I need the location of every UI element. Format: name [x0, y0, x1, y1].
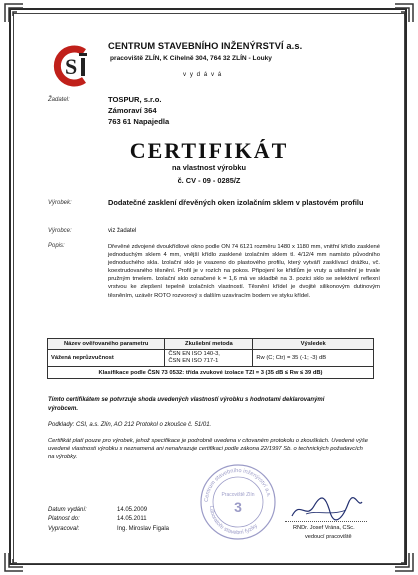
applicant-city: 763 61 Napajedla — [108, 117, 170, 126]
corner-ornament-icon — [3, 2, 25, 24]
classification-row — [48, 367, 374, 379]
applicant-name: TOSPUR, s.r.o. — [108, 95, 162, 104]
author-value: Ing. Miroslav Figala — [117, 526, 170, 532]
signer-role: vedoucí pracoviště — [305, 534, 352, 540]
validity-note: Certifikát platí pouze pro výrobek, jehož specifikace je podrobně uvedena v citovaném protokolu o zkouškách. Uvedené výše uvedené vlastnosti výrobku s neznamená ani nenahrazuje certifikaci podle zákona 22/1997 Sb. o technických požadavcích na výrobky. — [48, 438, 368, 461]
method-line: ČSN EN ISO 140-3, — [168, 351, 220, 357]
table-row — [48, 350, 374, 367]
table-header: Název ověřovaného parametru — [48, 339, 165, 350]
signer-name: RNDr. Josef Vrána, CSc. — [293, 525, 355, 531]
signature-line — [285, 521, 367, 522]
corner-ornament-icon — [393, 2, 415, 24]
product-value: Dodatečné zasklení dřevěných oken izolačním sklem v plastovém profilu — [108, 198, 364, 207]
organization-name: CENTRUM STAVEBNÍHO INŽENÝRSTVÍ a.s. — [108, 41, 303, 51]
results-table — [47, 338, 374, 379]
organization-address: pracoviště ZLÍN, K Cihelně 304, 764 32 ZLÍN - Louky — [110, 55, 272, 62]
signature-icon — [286, 494, 366, 524]
certificate-title: CERTIFIKÁT — [129, 138, 289, 163]
classification-text: Klasifikace podle ČSN 73 0532: třída zvukové izolace TZI = 3 (35 dB ≤ Rw ≤ 39 dB) — [48, 367, 374, 379]
issue-date-label: Datum vydání: — [48, 507, 87, 513]
issue-date-value: 14.05.2009 — [117, 507, 148, 513]
applicant-street: Zámoraví 364 — [108, 106, 157, 115]
manufacturer-label: Výrobce: — [48, 228, 72, 234]
manufacturer-value: viz žadatel — [108, 228, 137, 234]
certificate-number: č. CV - 09 - 0285/Z — [177, 176, 241, 185]
table-header: Výsledek — [253, 339, 374, 350]
corner-ornament-icon — [3, 551, 25, 573]
valid-until-value: 14.05.2011 — [117, 516, 147, 522]
csi-logo-icon — [52, 44, 96, 88]
stamp-bottom-text: Laboratoře stavební fyziky — [207, 505, 259, 537]
product-label: Výrobek: — [48, 200, 72, 206]
stamp-icon — [198, 462, 278, 542]
author-label: Vypracoval: — [48, 526, 80, 532]
table-cell-method — [165, 350, 253, 367]
stamp-number: 3 — [234, 499, 242, 515]
corner-ornament-icon — [393, 551, 415, 573]
issued-by-label: v y d á v á — [183, 71, 223, 78]
stamp-center-text: Pracoviště Zlín — [221, 492, 255, 498]
certificate-subtitle: na vlastnost výrobku — [172, 163, 246, 172]
table-cell-result: Rw (C; Ctr) = 35 (-1; -3) dB — [253, 350, 374, 367]
method-line: ČSN EN ISO 717-1 — [168, 358, 219, 364]
confirmation-text: Tímto certifikátem se potvrzuje shoda uvedených vlastností výrobku s hodnotami deklarovanými výrobcem. — [48, 397, 325, 412]
svg-text:S: S — [65, 54, 78, 79]
basis-text: Podklady: CSI, a.s. Zlín, AO 212 Protokol o zkoušce č. 51/01. — [48, 422, 212, 428]
description-text: Dřevěné zdvojené dvoukřídlové okno podle ON 74 6121 rozměru 1480 x 1180 mm, vnitřní křídlo zasklené jednoduchým sklem 4 mm, vnější křídlo zasklené izolačním sklem tl. 4/12/4 mm namísto původního jednoduchého skla. Izolační sklo je vsazeno do plastového profilu, který vytváří zasklívací drážku, vč. koextrudovaného těsnění. Profil je v rozích na pokos. Připojení ke křídlům je vruty a utěsnění je trvale pružným tmelem. Izolační sklo označené k = 1,6 má ve skladbě na 3. pozici sklo se selektivní reflexní vrstvou ke zlepšení tepelně izolačních vlastností. Těsnění křídel je dvojité silikonovým dutinovým těsněním, uzávěr ROTO rozvorový s dalším uzavíracím bodem ve styku křídel. — [108, 244, 380, 299]
table-header-row — [48, 339, 374, 350]
stamp-top-text: Centrum stavebního inženýrství a.s. — [203, 467, 272, 503]
valid-until-label: Platnost do: — [48, 516, 80, 522]
description-label: Popis: — [48, 243, 65, 249]
table-cell-param: Vážená neprůzvučnost — [48, 350, 165, 367]
table-header: Zkušební metoda — [165, 339, 253, 350]
applicant-label: Žadatel: — [48, 97, 70, 103]
